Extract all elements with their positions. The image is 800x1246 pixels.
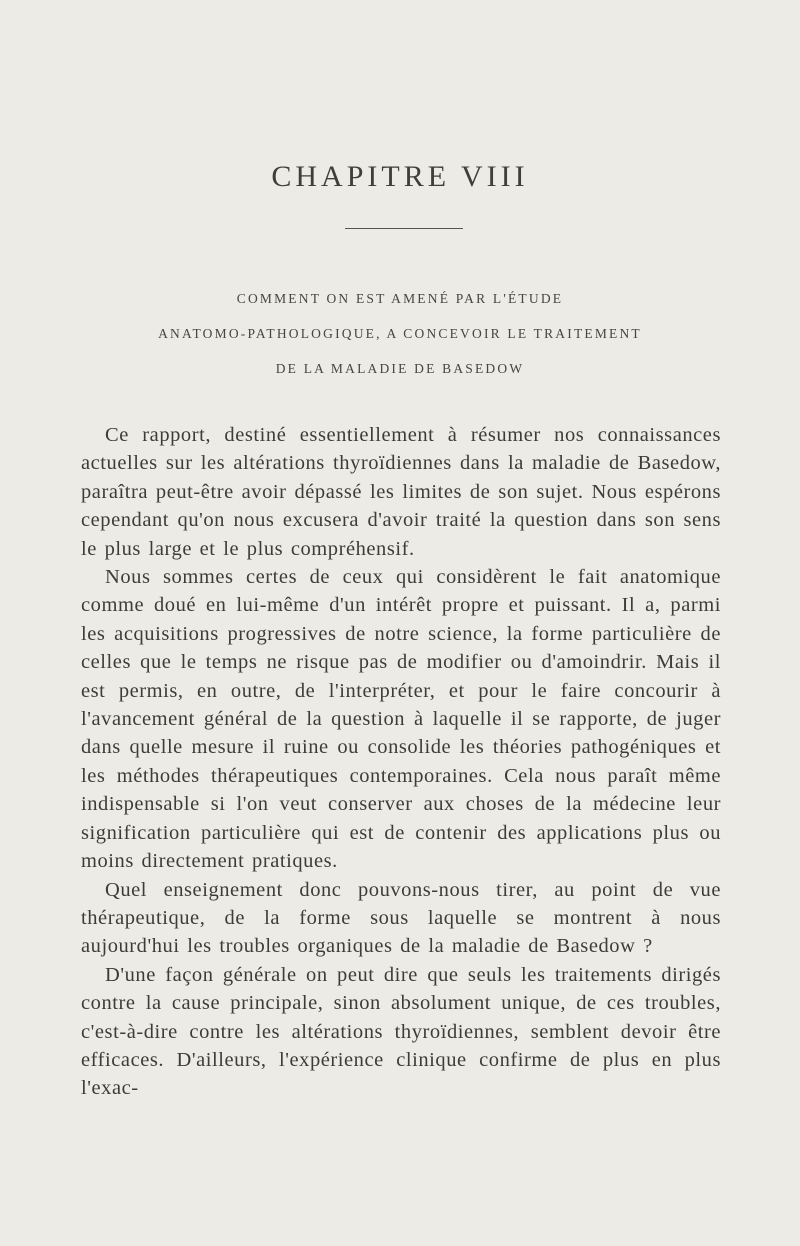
paragraph: Nous sommes certes de ceux qui considèrent le fait anatomique comme doué en lui-même d'un intérêt propre et puissant. Il a, parmi les acquisitions progressives de notre science, la forme particulière de celles que le temps ne risque pas de modifier ou d'amoindrir. Mais il est permis, en outre, de l'interpréter, et pour le faire concourir à l'avancement général de la question à laquelle il se rapporte, de juger dans quelle mesure il ruine ou consolide les théories pathogéniques et les méthodes thérapeutiques contemporaines. Cela nous paraît même indispensable si l'on veut conserver aux choses de la médecine leur signification particulière qui est de contenir des applications plus ou moins directement pratiques. (81, 566, 721, 873)
title-rule (345, 228, 463, 229)
paragraph: Quel enseignement donc pouvons-nous tirer, au point de vue thérapeutique, de la forme sous laquelle se montrent à nous aujourd'hui les troubles organiques de la maladie de Basedow ? (81, 878, 721, 958)
chapter-subtitle-line-1: COMMENT ON EST AMENÉ PAR L'ÉTUDE (236, 291, 564, 306)
body-text (81, 421, 721, 1103)
chapter-subtitle-line-2: ANATOMO-PATHOLOGIQUE, A CONCEVOIR LE TRAITEMENT (158, 326, 642, 341)
paragraph: Ce rapport, destiné essentiellement à résumer nos connaissances actuelles sur les altérations thyroïdiennes dans la maladie de Basedow, paraîtra peut-être avoir dépassé les limites de son sujet. Nous espérons cependant qu'on nous excusera d'avoir traité la question dans son sens le plus large et le plus compréhensif. (81, 424, 721, 560)
chapter-subtitle-line-3: DE LA MALADIE DE BASEDOW (275, 361, 525, 376)
paragraph: D'une façon générale on peut dire que seuls les traitements dirigés contre la cause principale, sinon absolument unique, de ces troubles, c'est-à-dire contre les altérations thyroïdiennes, semblent devoir être efficaces. D'ailleurs, l'expérience clinique confirme de plus en plus l'exac- (81, 963, 721, 1100)
chapter-title: CHAPITRE VIII (271, 160, 529, 193)
